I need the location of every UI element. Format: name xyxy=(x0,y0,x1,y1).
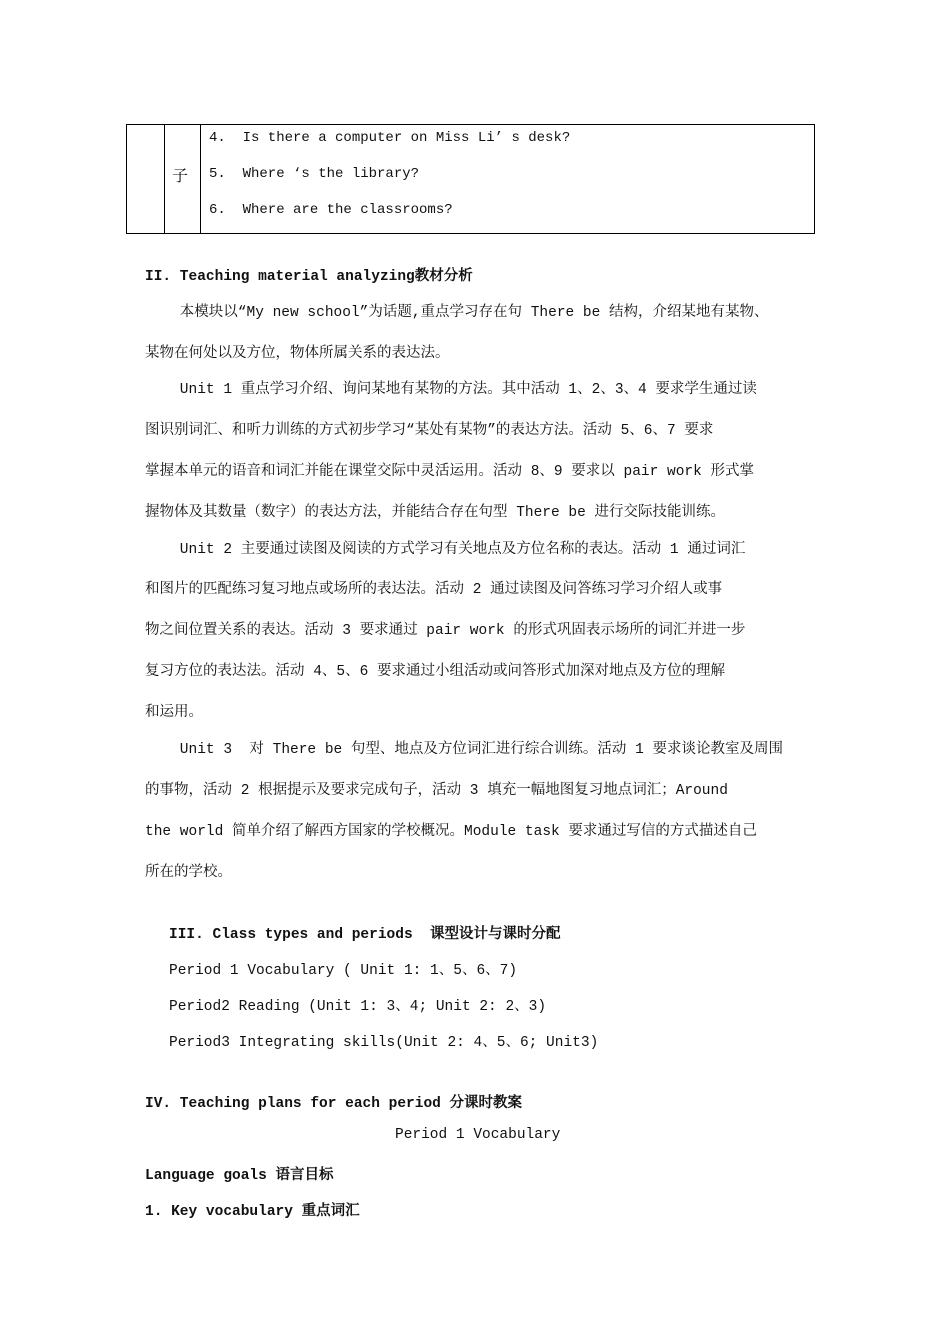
section2-p3-line5: 和运用。 xyxy=(145,705,203,721)
section2-p4-line1: Unit 3 对 There be 句型、地点及方位词汇进行综合训练。活动 1 要求谈论教室及周围 xyxy=(145,742,784,758)
period-title: Period 1 Vocabulary xyxy=(395,1127,561,1143)
section4-heading: IV. Teaching plans for each period 分课时教案 xyxy=(145,1096,523,1112)
section2-p3-line2: 和图片的匹配练习复习地点或场所的表达法。活动 2 通过读图及问答练习学习介绍人或事 xyxy=(145,582,723,598)
section2-p4-line3: the world 简单介绍了解西方国家的学校概况。Module task 要求通过写信的方式描述自己 xyxy=(145,824,757,840)
section2-p3-line3: 物之间位置关系的表达。活动 3 要求通过 pair work 的形式巩固表示场所的词汇并进一步 xyxy=(145,623,746,639)
questions-table xyxy=(126,124,815,234)
section2-p2-line4: 握物体及其数量（数字）的表达方法，并能结合存在句型 There be 进行交际技能训练。 xyxy=(145,505,726,521)
section2-p4-line4: 所在的学校。 xyxy=(145,865,232,881)
question-6: 6. Where are the classrooms? xyxy=(209,202,453,218)
section2-p4-line2: 的事物，活动 2 根据提示及要求完成句子，活动 3 填充一幅地图复习地点词汇；Around xyxy=(145,783,728,799)
section3-heading: III. Class types and periods 课型设计与课时分配 xyxy=(169,927,561,943)
period-3-item: Period3 Integrating skills(Unit 2: 4、5、6; Unit3) xyxy=(169,1035,599,1051)
section2-p1-line2: 某物在何处以及方位，物体所属关系的表达法。 xyxy=(145,346,450,362)
section2-p3-line4: 复习方位的表达法。活动 4、5、6 要求通过小组活动或问答形式加深对地点及方位的理解 xyxy=(145,664,726,680)
question-5: 5. Where ‘s the library? xyxy=(209,166,420,182)
period-1-item: Period 1 Vocabulary ( Unit 1: 1、5、6、7) xyxy=(169,963,518,979)
question-4: 4. Is there a computer on Miss Li’ s desk? xyxy=(209,130,571,146)
key-vocabulary: 1. Key vocabulary 重点词汇 xyxy=(145,1204,360,1220)
section2-heading: II. Teaching material analyzing教材分析 xyxy=(145,269,473,285)
section2-p2-line1: Unit 1 重点学习介绍、询问某地有某物的方法。其中活动 1、2、3、4 要求学生通过读 xyxy=(145,382,757,398)
section2-p2-line2: 图识别词汇、和听力训练的方式初步学习“某处有某物”的表达方法。活动 5、6、7 要求 xyxy=(145,423,714,439)
table-column-questions xyxy=(201,125,814,233)
section2-p1-line1: 本模块以“My new school”为话题,重点学习存在句 There be 结构，介绍某地有某物、 xyxy=(145,305,769,321)
language-goals: Language goals 语言目标 xyxy=(145,1168,334,1184)
table-column-empty xyxy=(127,125,165,233)
period-2-item: Period2 Reading (Unit 1: 3、4; Unit 2: 2、3) xyxy=(169,999,547,1015)
section2-p3-line1: Unit 2 主要通过读图及阅读的方式学习有关地点及方位名称的表达。活动 1 通过词汇 xyxy=(145,542,746,558)
section2-p2-line3: 掌握本单元的语音和词汇并能在课堂交际中灵活运用。活动 8、9 要求以 pair work 形式掌 xyxy=(145,464,755,480)
table-column-label xyxy=(164,125,201,233)
table-side-char: 子 xyxy=(172,166,189,185)
